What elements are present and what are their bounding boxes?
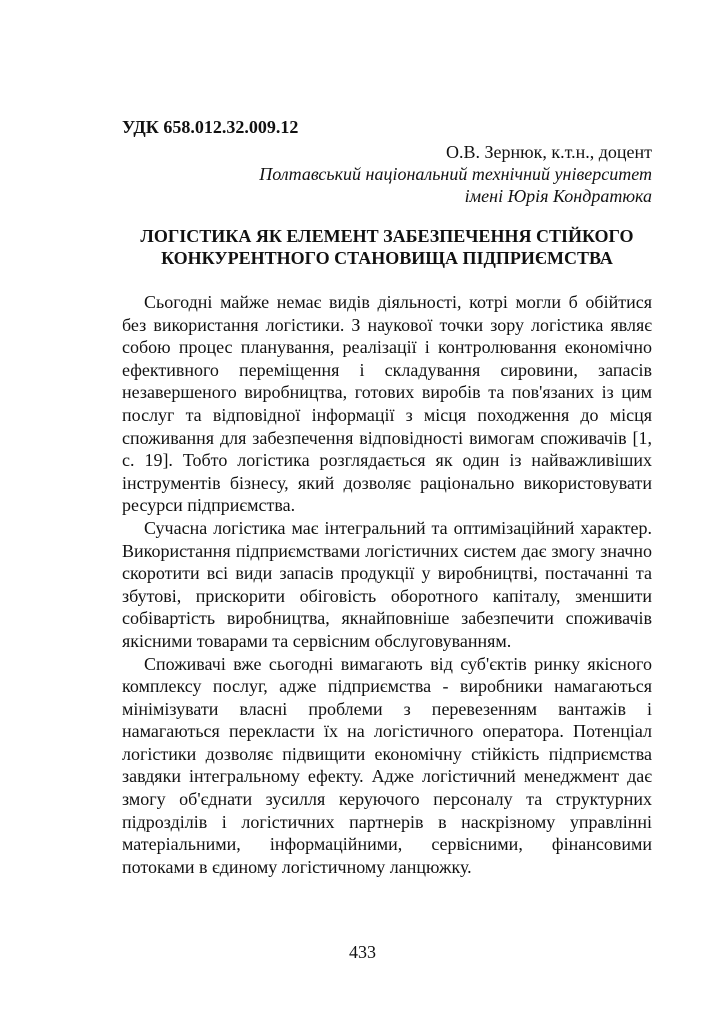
paragraph-1: Сьогодні майже немає видів діяльності, котрі могли б обійтися без використання логістики. З наукової точки зору логістика являє собою процес планування, реалізації і контролювання економічно ефективного переміщення і складування сировини, запасів незавершеного виробництва, готових виробів та пов'язаних із цим послуг та відповідної інформації з місця походження до місця споживання для забезпечення відповідності вимогам споживачів [1, с. 19]. Тобто логістика розглядається як один із найважливіших інструментів бізнесу, який дозволяє раціонально використовувати ресурси підприємства. [122, 292, 652, 516]
article-title-line-1: ЛОГІСТИКА ЯК ЕЛЕМЕНТ ЗАБЕЗПЕЧЕННЯ СТІЙКОГО [140, 226, 634, 246]
affiliation-line-2: імені Юрія Кондратюка [464, 186, 652, 206]
paragraph-3: Споживачі вже сьогодні вимагають від суб'єктів ринку якісного комплексу послуг, адже підприємства - виробники намагаються мінімізувати власні проблеми з перевезенням вантажів і намагаються перекласти їх на логістичного оператора. Потенціал логістики дозволяє підвищити економічну стійкість підприємства завдяки інтегральному ефекту. Адже логістичний менеджмент дає змогу об'єднати зусилля керуючого персоналу та структурних підрозділів і логістичних партнерів в наскрізному управлінні матеріальними, інформаційними, сервісними, фінансовими потоками в єдиному логістичному ланцюжку. [122, 653, 652, 877]
affiliation-line-1: Полтавський національний технічний університет [259, 164, 652, 184]
paragraph-2: Сучасна логістика має інтегральний та оптимізаційний характер. Використання підприємствами логістичних систем дає змогу значно скоротити всі види запасів продукції у виробництві, постачанні та збутові, прискорити обіговість оборотного капіталу, зменшити собівартість виробництва, якнайповніше забезпечити споживачів якісними товарами та сервісним обслуговуванням. [122, 517, 652, 651]
document-page [122, 116, 652, 878]
article-title-line-2: КОНКУРЕНТНОГО СТАНОВИЩА ПІДПРИЄМСТВА [161, 248, 613, 268]
page-number: 433 [349, 942, 376, 962]
author-block [122, 141, 652, 207]
article-title [122, 225, 652, 269]
author-name: О.В. Зернюк, к.т.н., доцент [445, 142, 652, 162]
udc-code: УДК 658.012.32.009.12 [122, 117, 299, 137]
article-body [122, 291, 652, 878]
